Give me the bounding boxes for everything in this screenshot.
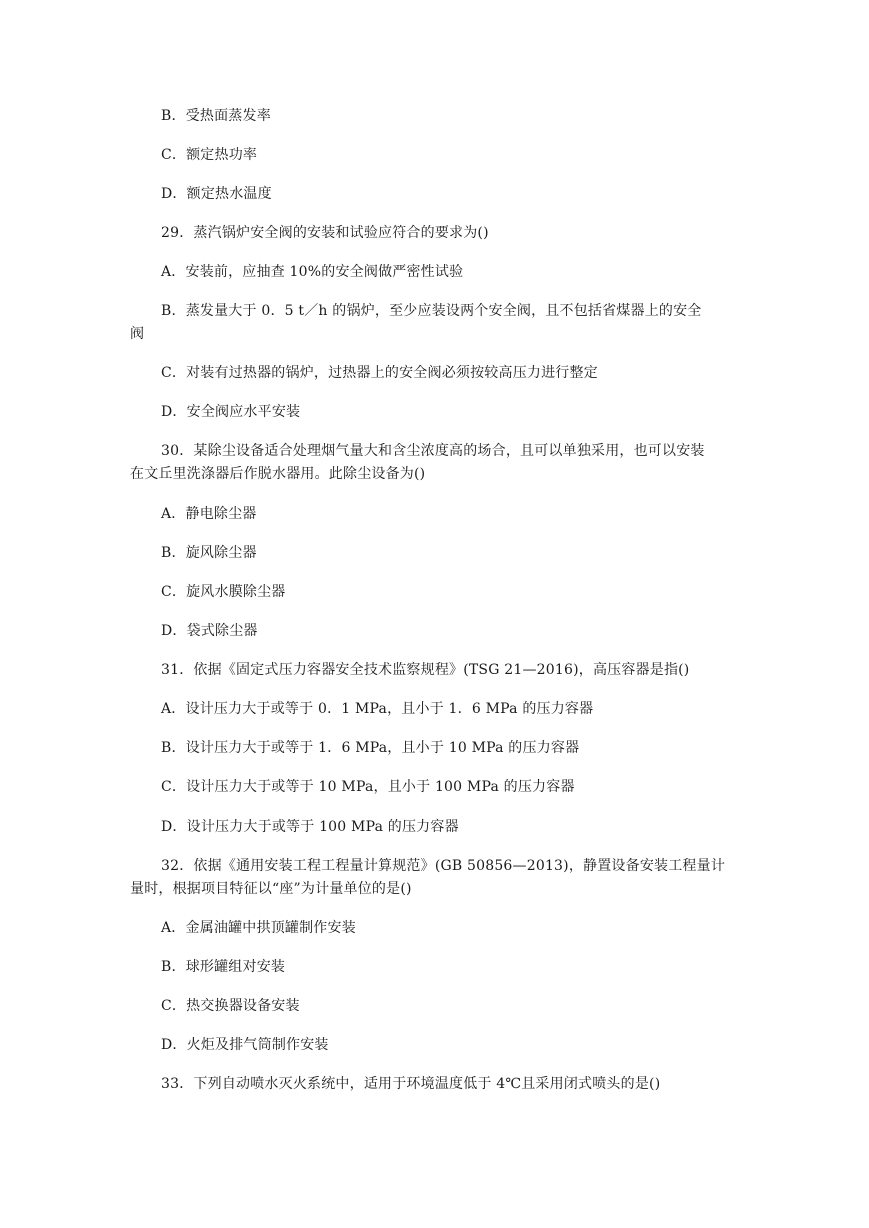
question-32-option-b: B．球形罐组对安装: [161, 959, 286, 975]
question-31-option-c: C．设计压力大于或等于 10 MPa，且小于 100 MPa 的压力容器: [161, 779, 575, 795]
option-c-rated-heat-power: C．额定热功率: [161, 147, 258, 163]
question-33: 33．下列自动喷水灭火系统中，适用于环境温度低于 4℃且采用闭式喷头的是(): [161, 1076, 661, 1092]
question-29-option-d: D．安全阀应水平安装: [161, 404, 301, 420]
question-30-option-b: B．旋风除尘器: [161, 545, 257, 561]
question-30-option-a: A．静电除尘器: [161, 506, 257, 522]
question-32-option-d: D．火炬及排气筒制作安装: [161, 1037, 329, 1053]
question-31-option-d: D．设计压力大于或等于 100 MPa 的压力容器: [161, 819, 459, 835]
question-32: 32．依据《通用安装工程工程量计算规范》(GB 50856—2013)，静置设备安装工程量计: [161, 858, 726, 874]
question-30-continued: 在文丘里洗涤器后作脱水器用。此除尘设备为(): [130, 466, 426, 482]
question-32-option-a: A．金属油罐中拱顶罐制作安装: [161, 920, 356, 936]
question-29-option-c: C．对装有过热器的锅炉，过热器上的安全阀必须按较高压力进行整定: [161, 365, 598, 381]
question-30-option-c: C．旋风水膜除尘器: [161, 584, 286, 600]
question-29-option-a: A．安装前，应抽查 10%的安全阀做严密性试验: [161, 264, 464, 280]
question-31: 31．依据《固定式压力容器安全技术监察规程》(TSG 21—2016)，高压容器是指(): [161, 662, 690, 678]
question-31-option-b: B．设计压力大于或等于 1．6 MPa，且小于 10 MPa 的压力容器: [161, 740, 580, 756]
option-b-heating-surface-evaporation: B．受热面蒸发率: [161, 108, 271, 124]
question-31-option-a: A．设计压力大于或等于 0．1 MPa，且小于 1．6 MPa 的压力容器: [161, 701, 594, 717]
question-32-continued: 量时，根据项目特征以“座”为计量单位的是(): [130, 881, 412, 897]
question-29: 29．蒸汽锅炉安全阀的安装和试验应符合的要求为(): [161, 225, 489, 241]
question-30: 30．某除尘设备适合处理烟气量大和含尘浓度高的场合，且可以单独采用，也可以安装: [161, 443, 705, 459]
question-32-option-c: C．热交换器设备安装: [161, 998, 300, 1014]
question-30-option-d: D．袋式除尘器: [161, 623, 258, 639]
question-29-option-b-continued: 阀: [130, 326, 145, 342]
option-d-rated-hot-water-temp: D．额定热水温度: [161, 186, 272, 202]
question-29-option-b: B．蒸发量大于 0．5 t／h 的锅炉，至少应装设两个安全阀，且不包括省煤器上的安全: [161, 303, 702, 319]
